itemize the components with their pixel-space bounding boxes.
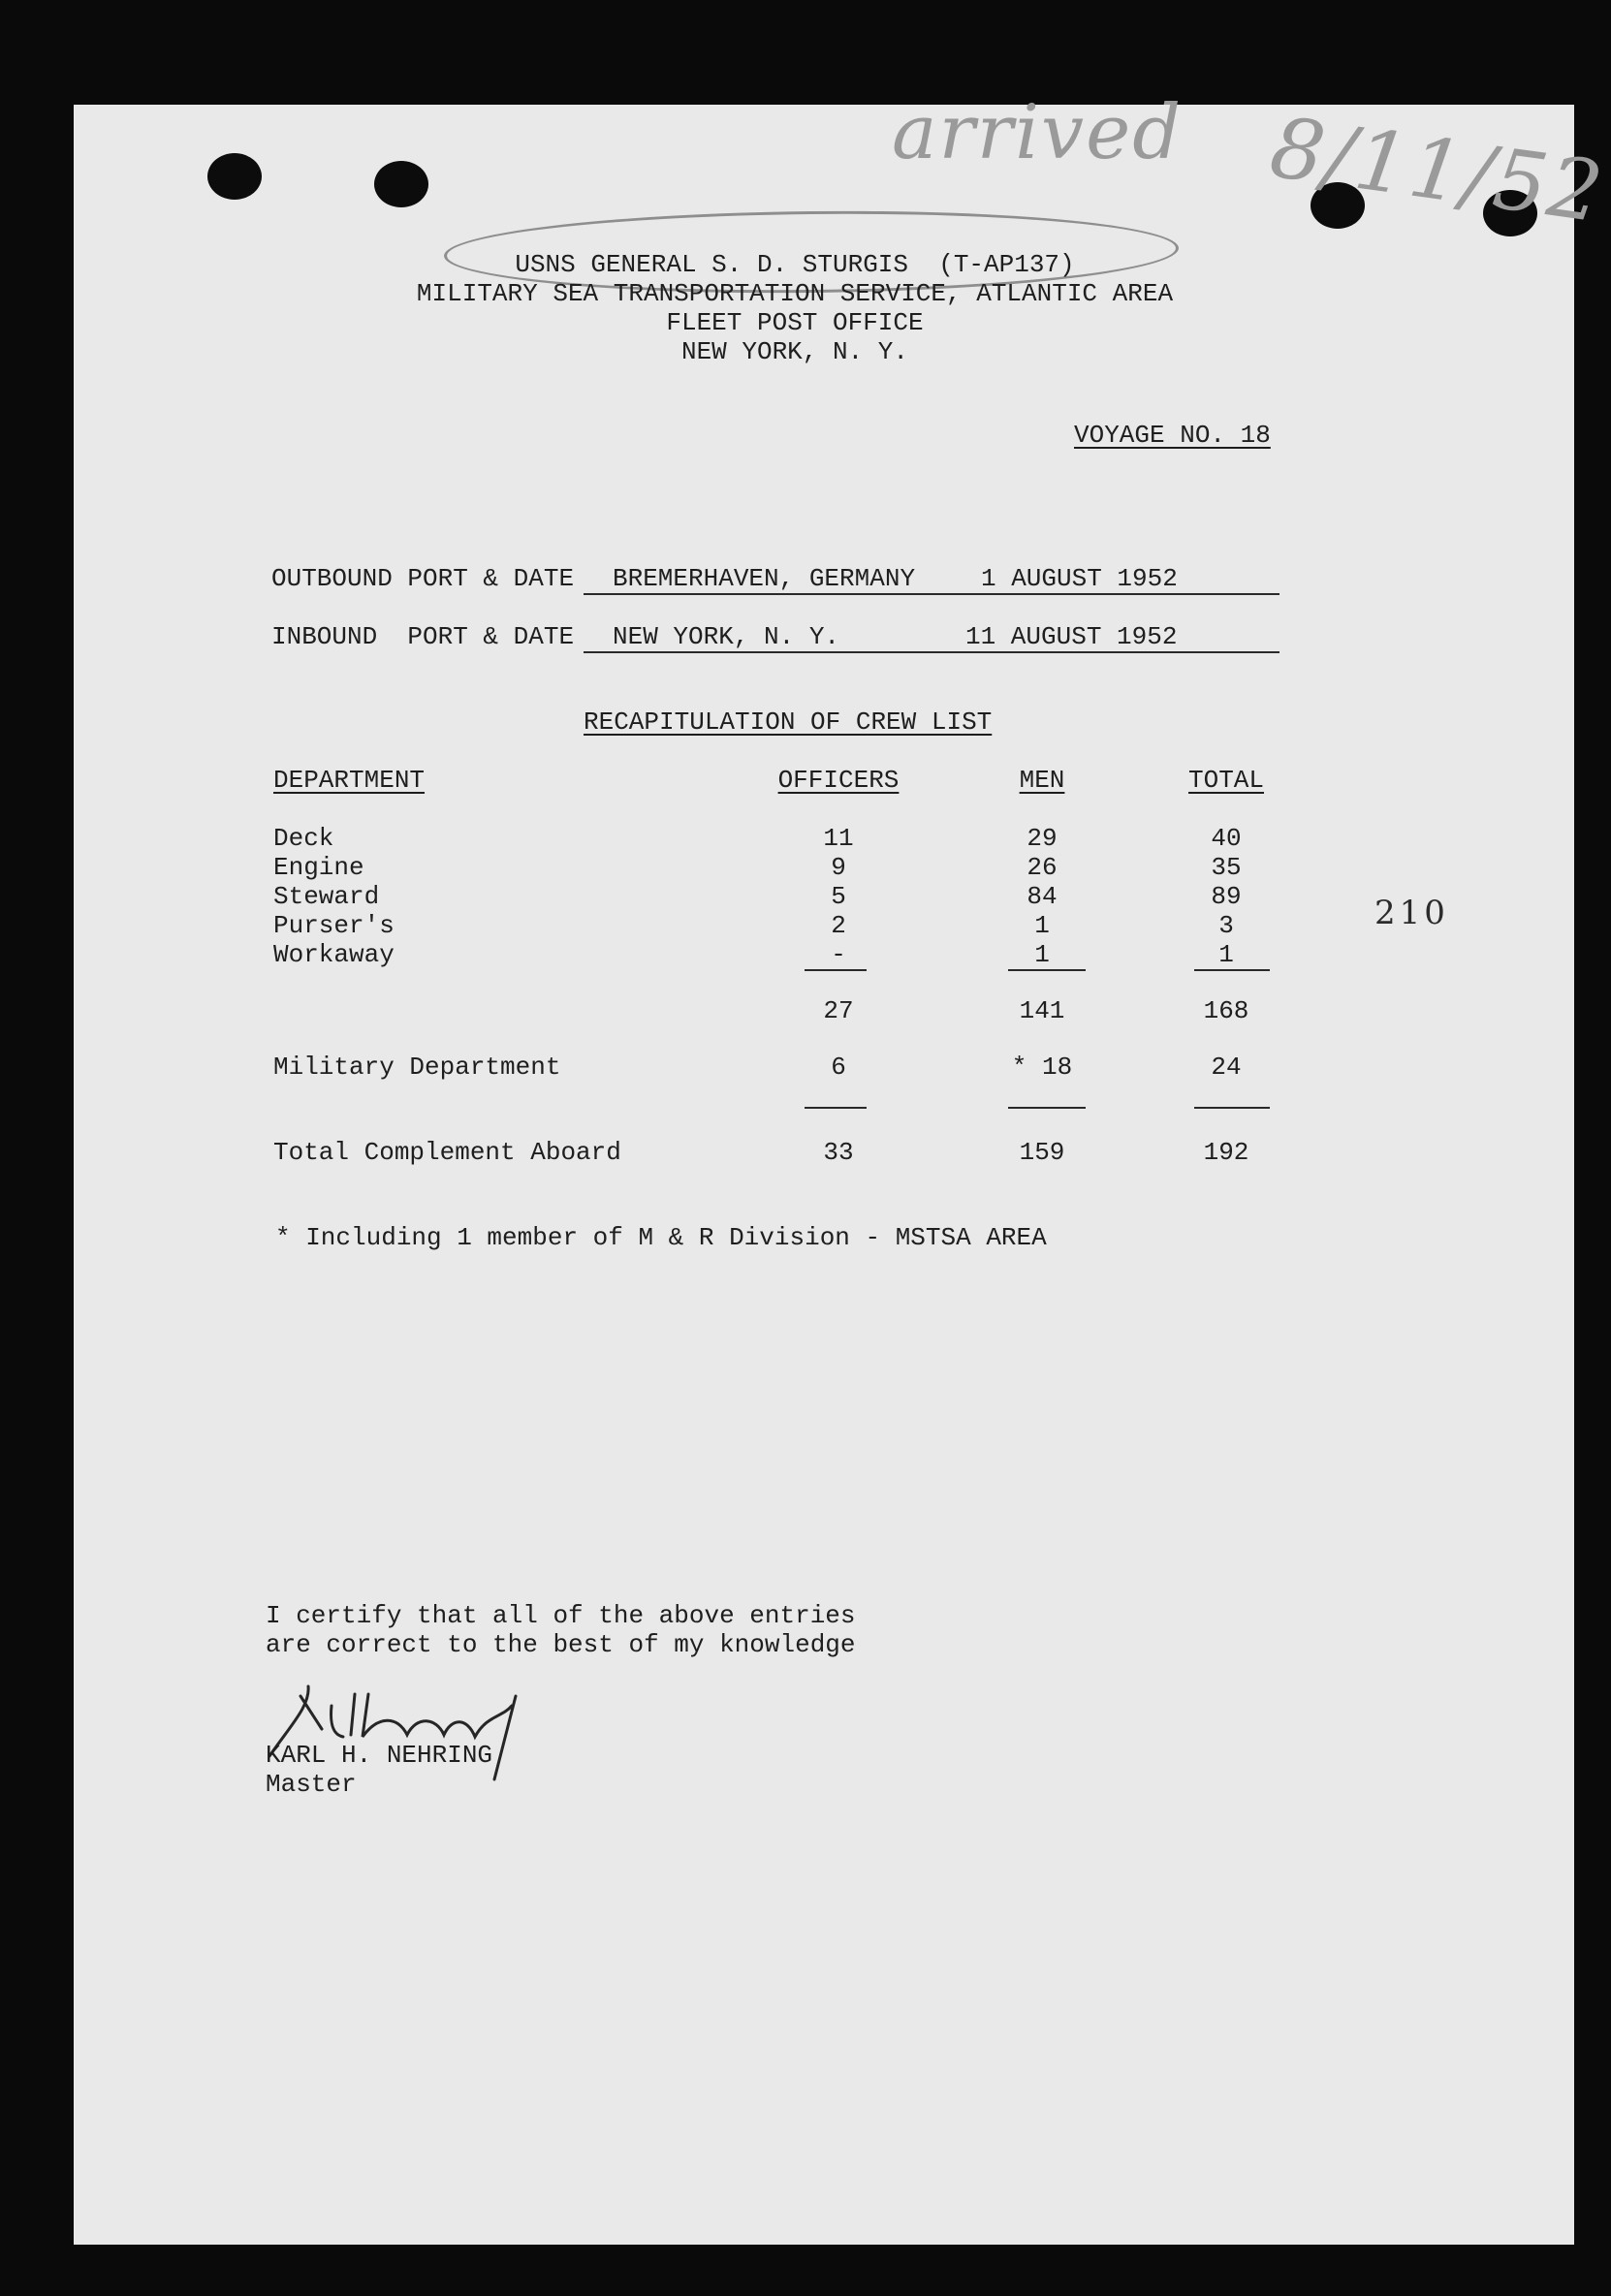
inbound-port: NEW YORK, N. Y. bbox=[613, 622, 840, 651]
row-men: 29 bbox=[1027, 824, 1058, 853]
row-total: 40 bbox=[1211, 824, 1242, 853]
outbound-port: BREMERHAVEN, GERMANY bbox=[613, 564, 916, 593]
grand-men: 159 bbox=[1019, 1138, 1065, 1167]
military-dept: Military Department bbox=[273, 1053, 561, 1082]
inbound-underline bbox=[584, 651, 1279, 653]
header-line-2: MILITARY SEA TRANSPORTATION SERVICE, ATLANTIC AREA bbox=[416, 279, 1174, 308]
subtotal-rule-officers bbox=[805, 969, 867, 971]
outbound-underline bbox=[584, 593, 1279, 595]
subtotal-total: 168 bbox=[1203, 996, 1249, 1025]
grand-officers: 33 bbox=[823, 1138, 854, 1167]
col-header-men: MEN bbox=[1019, 766, 1065, 795]
grand-rule-men bbox=[1008, 1107, 1086, 1109]
certify-line-2: are correct to the best of my knowledge bbox=[266, 1630, 856, 1659]
row-dept: Steward bbox=[273, 882, 380, 911]
row-officers: 5 bbox=[831, 882, 846, 911]
outbound-label: OUTBOUND PORT & DATE bbox=[271, 564, 575, 593]
row-men: 84 bbox=[1027, 882, 1058, 911]
grand-dept: Total Complement Aboard bbox=[273, 1138, 621, 1167]
subtotal-officers: 27 bbox=[823, 996, 854, 1025]
row-total: 35 bbox=[1211, 853, 1242, 882]
col-header-officers: OFFICERS bbox=[777, 766, 900, 795]
row-dept: Deck bbox=[273, 824, 334, 853]
recap-title: RECAPITULATION OF CREW LIST bbox=[584, 708, 993, 737]
row-officers: 2 bbox=[831, 911, 846, 940]
col-header-total: TOTAL bbox=[1187, 766, 1264, 795]
outbound-date: 1 AUGUST 1952 bbox=[981, 564, 1178, 593]
row-officers: 9 bbox=[831, 853, 846, 882]
signer-name: KARL H. NEHRING bbox=[266, 1741, 493, 1770]
subtotal-men: 141 bbox=[1019, 996, 1065, 1025]
handwritten-date: 8/11/52 bbox=[1264, 99, 1610, 242]
voyage-number: VOYAGE NO. 18 bbox=[1074, 421, 1271, 450]
row-total: 1 bbox=[1218, 940, 1234, 969]
row-total: 3 bbox=[1218, 911, 1234, 940]
header-line-4: NEW YORK, N. Y. bbox=[680, 337, 909, 366]
row-officers: - bbox=[831, 940, 846, 969]
header-line-1: USNS GENERAL S. D. STURGIS (T-AP137) bbox=[515, 250, 1075, 279]
document-page bbox=[74, 105, 1574, 2245]
footnote: * Including 1 member of M & R Division - MSTSA AREA bbox=[275, 1223, 1047, 1252]
inbound-date: 11 AUGUST 1952 bbox=[965, 622, 1178, 651]
punch-hole-center bbox=[374, 161, 428, 207]
grand-total: 192 bbox=[1203, 1138, 1249, 1167]
row-men: 1 bbox=[1034, 911, 1050, 940]
military-total: 24 bbox=[1211, 1053, 1242, 1082]
certify-line-1: I certify that all of the above entries bbox=[266, 1601, 856, 1630]
inbound-label: INBOUND PORT & DATE bbox=[271, 622, 575, 651]
military-officers: 6 bbox=[831, 1053, 846, 1082]
row-men: 26 bbox=[1027, 853, 1058, 882]
row-officers: 11 bbox=[823, 824, 854, 853]
row-dept: Purser's bbox=[273, 911, 395, 940]
punch-hole-left bbox=[207, 153, 262, 200]
handwritten-arrived: arrived bbox=[892, 89, 1184, 176]
subtotal-rule-men bbox=[1008, 969, 1086, 971]
row-dept: Workaway bbox=[273, 940, 395, 969]
military-men: * 18 bbox=[1011, 1053, 1073, 1082]
row-men: 1 bbox=[1034, 940, 1050, 969]
grand-rule-total bbox=[1194, 1107, 1270, 1109]
side-number: 210 bbox=[1374, 894, 1449, 932]
col-header-department: DEPARTMENT bbox=[273, 766, 426, 795]
row-total: 89 bbox=[1211, 882, 1242, 911]
grand-rule-officers bbox=[805, 1107, 867, 1109]
subtotal-rule-total bbox=[1194, 969, 1270, 971]
row-dept: Engine bbox=[273, 853, 364, 882]
signer-title: Master bbox=[266, 1770, 357, 1799]
header-line-3: FLEET POST OFFICE bbox=[666, 308, 924, 337]
